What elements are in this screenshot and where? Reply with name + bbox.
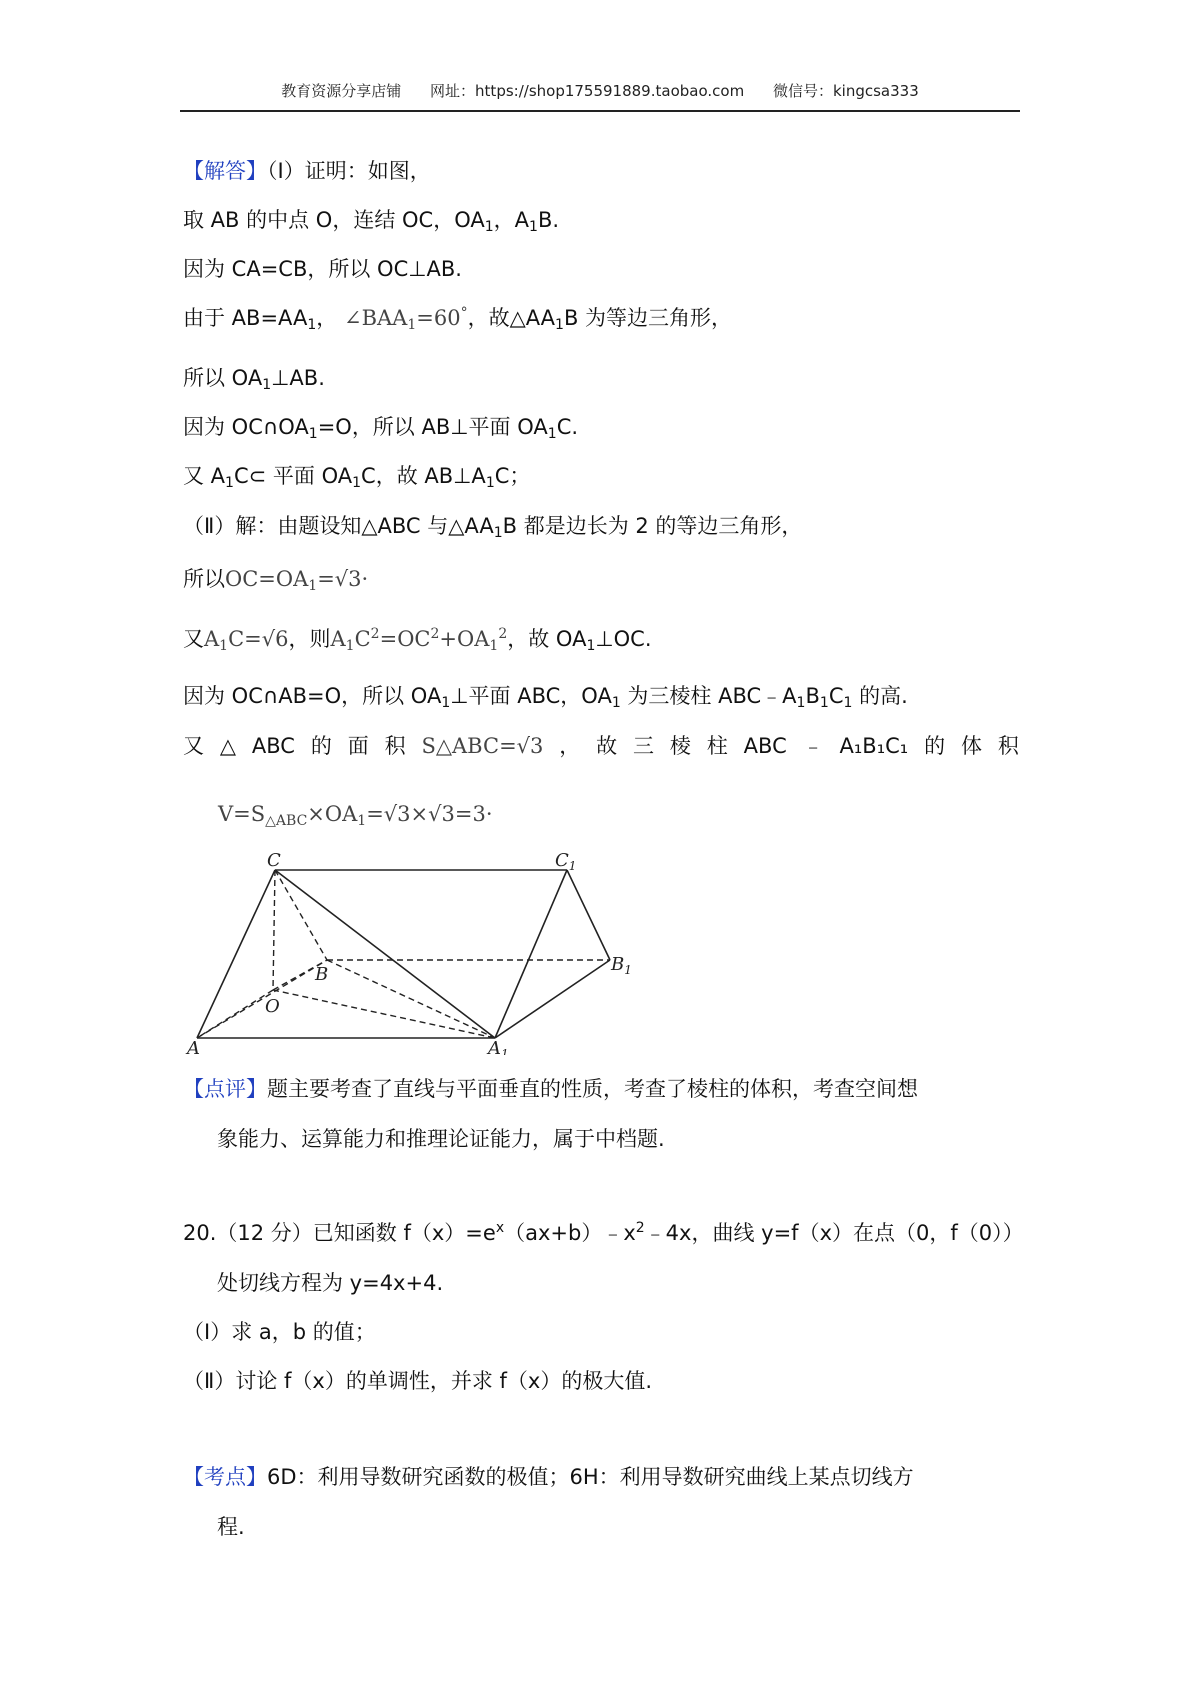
page-header	[180, 80, 1020, 101]
solution-line-6: 因为 $OC\cap OA_1=O$，所以 AB⊥平面 $OA_1C$.	[183, 415, 579, 442]
label-C: C	[267, 850, 281, 871]
solution-line-3: 因为 CA=CB，所以 OC⊥AB.	[183, 257, 462, 281]
solution-line-10: 又$A_1C=√6$，则$A_1C^2=OC^2+OA_1^2$，故 $OA_1\perp OC$.	[183, 626, 652, 654]
label-O: O	[265, 996, 280, 1017]
header-rule	[180, 110, 1020, 112]
pythagoras-formula: $A_1C^2=OC^2+OA_1^2$	[330, 626, 508, 654]
edge-O-A1	[273, 990, 495, 1038]
solution-tag: 【解答】	[183, 159, 267, 183]
solution-line-11: 因为 OC∩AB=O，所以 $OA_1\perp$平面 ABC，$OA_1$ 为三棱柱 $ABC﹣A_1B_1C_1$ 的高.	[183, 684, 908, 711]
review-line-1: 【点评】题主要考查了直线与平面垂直的性质，考查了棱柱的体积，考查空间想	[183, 1077, 918, 1101]
solution-line-7: 又 $A_1C\subset$ 平面 $OA_1C$，故 $AB\perp A_1C$；	[183, 464, 531, 491]
header-url: 网址：https://shop175591889.taobao.com	[430, 82, 745, 100]
problem20-line-1: 20.（12 分）已知函数 $f(x)=e^x(ax+b)﹣x^2﹣4x$，曲线 y=f（x）在点（0，f（0））	[183, 1220, 1024, 1245]
solution-line-5: 所以 $OA_1\perp AB$.	[183, 366, 325, 393]
kaodian-tag: 【考点】	[183, 1465, 267, 1489]
kaodian-line-2: 程.	[217, 1515, 245, 1539]
prism-diagram	[185, 850, 635, 1055]
solution-line-4: 由于 $AB=AA_1$， $\angle BAA_1=60^\circ$，故$\triangle AA_1B$ 为等边三角形，	[183, 305, 733, 333]
prism-figure	[185, 850, 635, 1055]
solution-line-2: 取 AB 的中点 O，连结 OC，$OA_1$，$A_1B$.	[183, 208, 560, 235]
solution-line-12: 又 △ ABC 的 面 积 S△ABC=√3 ， 故 三 棱 柱 ABC ﹣ A₁B₁C₁ 的 体 积	[183, 734, 1019, 758]
edge-C1-B1	[567, 870, 610, 960]
kaodian-line-1: 【考点】6D：利用导数研究函数的极值；6H：利用导数研究曲线上某点切线方	[183, 1465, 914, 1489]
label-B1: $B_1$	[611, 954, 632, 977]
edge-C-B	[275, 870, 327, 960]
review-tag: 【点评】	[183, 1077, 267, 1101]
solution-line-1: 【解答】（Ⅰ）证明：如图，	[183, 159, 431, 183]
review-line-2: 象能力、运算能力和推理论证能力，属于中档题.	[217, 1127, 665, 1151]
label-C1: $C_1$	[555, 850, 577, 873]
a1c-formula: $A_1C=√6$	[204, 627, 289, 654]
solution-line-8: （Ⅱ）解：由题设知△ABC 与$\triangle AA_1B$ 都是边长为 2 的等边三角形，	[183, 514, 803, 541]
edge-C-O	[273, 870, 275, 990]
edge-A-B	[197, 960, 327, 1038]
header-wechat: 微信号：kingcsa333	[772, 82, 919, 100]
label-A: A	[187, 1038, 200, 1055]
edge-C-A1	[275, 870, 495, 1038]
problem20-line-2: 处切线方程为 y=4x+4.	[217, 1271, 444, 1295]
solution-line-9: 所以$OC=OA_1=√3\cdot$	[183, 567, 369, 594]
oc-formula: $OC=OA_1=√3\cdot$	[225, 567, 369, 594]
volume-formula: $V=S_{\triangle ABC}\times OA_1=√3\times√3=3\cdot$	[218, 802, 493, 829]
problem20-part1: （Ⅰ）求 a，b 的值；	[183, 1320, 376, 1344]
label-B: B	[315, 964, 329, 985]
edge-B-A1	[327, 960, 495, 1038]
header-shop: 教育资源分享店铺	[281, 82, 402, 100]
angle-formula: $\angle BAA_1=60^\circ$	[343, 305, 468, 333]
problem20-part2: （Ⅱ）讨论 f（x）的单调性，并求 f（x）的极大值.	[183, 1369, 653, 1393]
label-A1: $A_1$	[488, 1038, 509, 1055]
